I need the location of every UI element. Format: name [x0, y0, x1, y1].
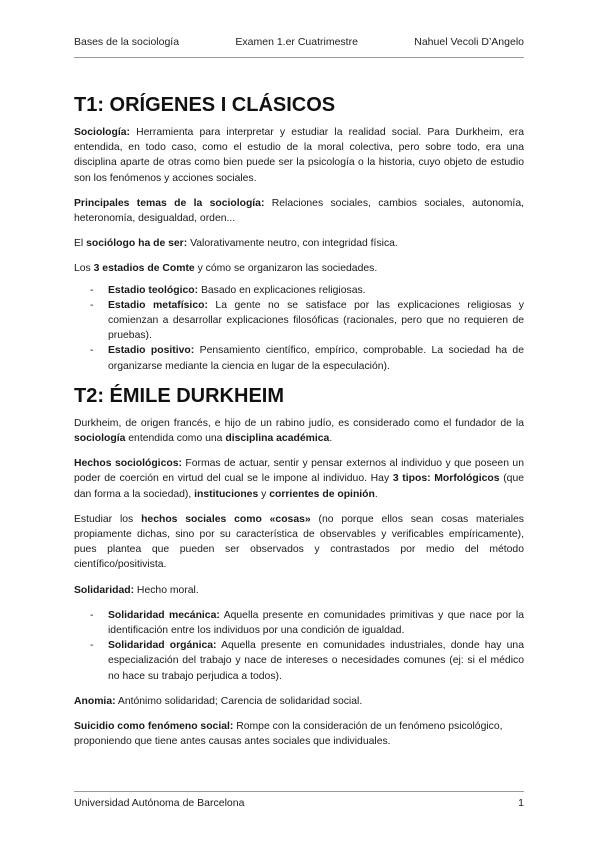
header-divider [74, 57, 524, 58]
list-dash: - [90, 345, 94, 357]
term-solidaridad: Solidaridad: [74, 584, 135, 596]
section-title-t2: T2: ÉMILE DURKHEIM [74, 384, 284, 407]
paragraph-suicidio: Suicidio como fenómeno social: Rompe con la consideración de un fenómeno psicológico, proponiendo que tiene antes causas antes sociales que individuales. [74, 721, 503, 748]
footer-divider [74, 791, 524, 792]
list-item: - Solidaridad orgánica: Aquella presente en comunidades industriales, donde hay una especialización del trabajo y nace de intereses o necesidades comunes (ej: si el médico no hace su trabajo perjudica a todos). [90, 640, 524, 682]
document-body [74, 93, 524, 760]
term-suicidio: Suicidio como fenómeno social: [74, 721, 234, 733]
list-dash: - [90, 299, 94, 311]
list-dash: - [90, 609, 94, 621]
page-header [74, 36, 524, 48]
paragraph-hechos: Hechos sociológicos: Formas de actuar, sentir y pensar externos al individuo y que poseen un poder de coerción en virtud del cual se le impone al individuo. Hay 3 tipos: Morfológicos (que dan forma a la sociedad), instituciones y corrientes de opinión. [74, 458, 524, 500]
list-dash: - [90, 640, 94, 652]
page-number: 1 [518, 797, 524, 809]
paragraph-estadios-intro: Los 3 estadios de Comte y cómo se organizaron las sociedades. [74, 263, 378, 275]
list-item: - Estadio positivo: Pensamiento científico, empírico, comprobable. La sociedad ha de organizarse mediante la ciencia en lugar de la especulación). [90, 345, 524, 372]
term-estadios: 3 estadios de Comte [93, 263, 195, 275]
header-author: Nahuel Vecoli D’Angelo [414, 36, 524, 48]
term-temas: Principales temas de la sociología: [74, 197, 265, 209]
footer-university: Universidad Autónoma de Barcelona [74, 797, 245, 809]
header-exam: Examen 1.er Cuatrimestre [235, 36, 358, 48]
solidaridad-list [74, 608, 524, 684]
list-item: - Estadio teológico: Basado en explicaciones religiosas. [74, 283, 524, 298]
paragraph-durkheim-intro: Durkheim, de origen francés, e hijo de un rabino judío, es considerado como el fundador de la sociología entendida como una disciplina académica. [74, 417, 524, 445]
paragraph-sociologia: Sociología: Herramienta para interpretar y estudiar la realidad social. Para Durkheim, era entendida, en todo caso, como el estudio de la moral colectiva, pero sobre todo, era una disciplina aparte de otras como bien puede ser la psicología o la historia, cuyo objeto de estudio son los fenómenos y acciones sociales. [74, 127, 524, 184]
paragraph-temas: Principales temas de la sociología: Relaciones sociales, cambios sociales, autonomía, heteronomía, desigualdad, orden... [74, 197, 524, 225]
term-hechos: Hechos sociológicos: [74, 458, 182, 470]
page-footer [74, 797, 524, 809]
list-item: - Solidaridad mecánica: Aquella presente en comunidades primitivas y que nace por la identificación entre los individuos por una condición de igualdad. [90, 609, 525, 637]
list-item: - Estadio metafísico: La gente no se satisface por las explicaciones religiosas y comienzan a desarrollar explicaciones filosóficas (racionales, pero que no requieren de pruebas). [90, 299, 524, 342]
estadios-list [74, 283, 524, 374]
term-sociologia: Sociología: [74, 127, 130, 138]
term-sociologo: sociólogo ha de ser: [86, 238, 188, 250]
term-anomia: Anomia: [74, 695, 116, 707]
header-course: Bases de la sociología [74, 36, 180, 48]
term-cosas: hechos sociales como «cosas» [141, 513, 311, 525]
paragraph-sociologo: El sociólogo ha de ser: Valorativamente neutro, con integridad física. [74, 238, 398, 250]
paragraph-anomia: Anomia: Antónimo solidaridad; Carencia de solidaridad social. [74, 695, 363, 707]
paragraph-cosas: Estudiar los hechos sociales como «cosas» (no porque ellos sean cosas materiales propiamente dichas, sino por su característica de observables y verificables empíricamente), pues plantea que pueden ser observados y contrastados por medio del método científico/positivista. [74, 513, 524, 571]
section-title-t1: T1: ORÍGENES I CLÁSICOS [74, 94, 336, 116]
list-dash: - [90, 284, 94, 296]
paragraph-solidaridad: Solidaridad: Hecho moral. [74, 584, 199, 596]
